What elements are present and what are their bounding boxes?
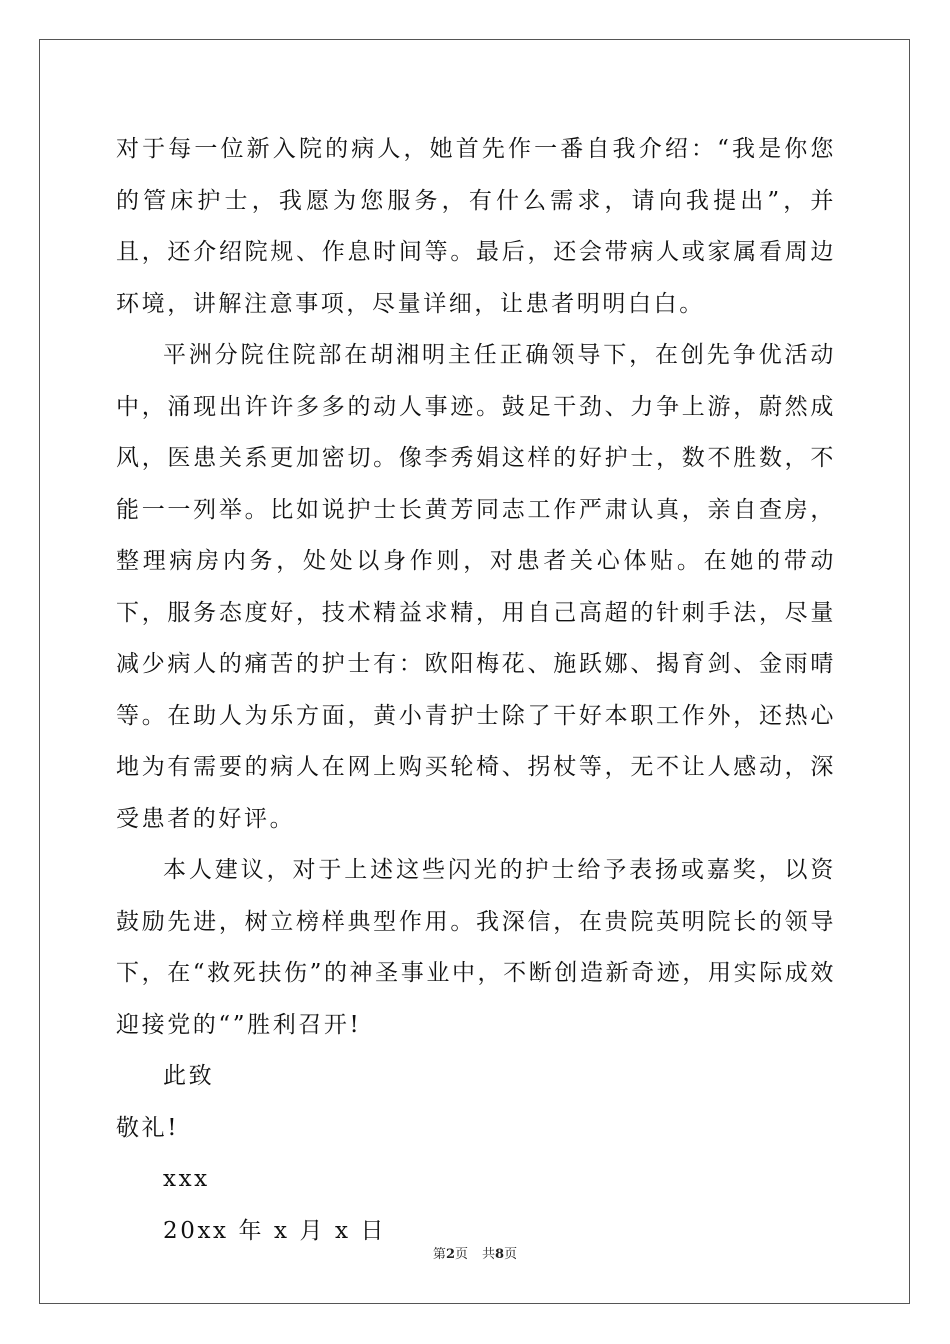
total-suffix: 页 <box>504 1247 518 1262</box>
letter-body <box>116 124 836 1257</box>
letter-date: 20xx 年 x 月 x 日 <box>163 1217 387 1244</box>
closing-line: 此致 <box>163 1063 215 1089</box>
page-footer <box>0 1247 950 1263</box>
paragraph-recommendation: 本人建议，对于上述这些闪光的护士给予表扬或嘉奖，以资鼓励先进，树立榜样典型作用。我深信，在贵院英明院长的领导下，在“救死扶伤”的神圣事业中，不断创造新奇迹，用实际成效迎接党的“”胜利召开! <box>116 857 836 1038</box>
total-pages: 8 <box>495 1247 505 1262</box>
salute-line: 敬礼! <box>116 1114 180 1141</box>
paragraph-praise: 平洲分院住院部在胡湘明主任正确领导下，在创先争优活动中，涌现出许许多多的动人事迹。鼓足干劲、力争上游，蔚然成风，医患关系更加密切。像李秀娟这样的好护士，数不胜数，不能一一列举。比如说护士长黄芳同志工作严肃认真，亲自查房，整理病房内务，处处以身作则，对患者关心体贴。在她的带动下，服务态度好，技术精益求精，用自己高超的针刺手法，尽量减少病人的痛苦的护士有：欧阳梅花、施跃娜、揭育剑、金雨晴等。在助人为乐方面，黄小青护士除了干好本职工作外，还热心地为有需要的病人在网上购买轮椅、拐杖等，无不让人感动，深受患者的好评。 <box>116 342 836 832</box>
page-number <box>433 1247 468 1262</box>
signature: xxx <box>163 1166 210 1192</box>
page-total <box>482 1247 517 1262</box>
total-prefix: 共 <box>482 1247 496 1262</box>
page-suffix: 页 <box>454 1247 468 1262</box>
page-prefix: 第 <box>432 1247 446 1262</box>
paragraph-intro-continuation: 对于每一位新入院的病人，她首先作一番自我介绍：“我是你您的管床护士，我愿为您服务，有什么需求，请向我提出”，并且，还介绍院规、作息时间等。最后，还会带病人或家属看周边环境，讲解注意事项，尽量详细，让患者明明白白。 <box>116 136 836 317</box>
current-page: 2 <box>445 1247 455 1262</box>
